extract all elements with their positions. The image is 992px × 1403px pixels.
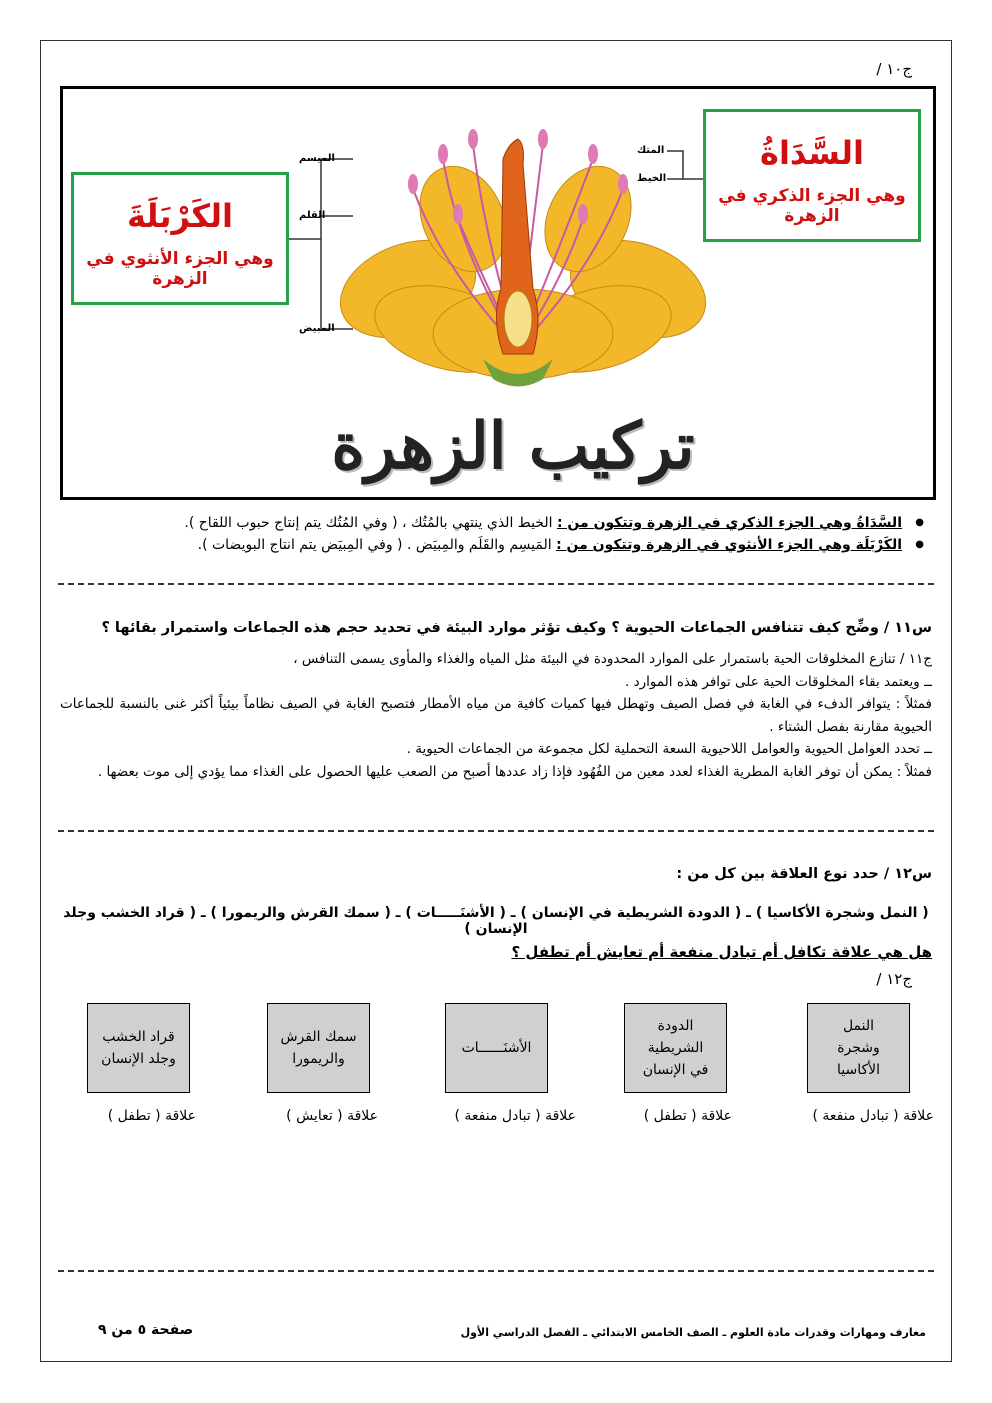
figure-title: تركيب الزهرة — [331, 409, 695, 484]
label-style: القلم — [299, 210, 326, 221]
flower-figure — [60, 86, 936, 500]
answer-12-label: ج١٢ / — [876, 970, 912, 988]
pair-box: قراد الخشب وجلد الإنسان — [87, 1003, 190, 1093]
answer-line: ــ تحدد العوامل الحيوية والعوامل اللاحيوية السعة التحملية لكل مجموعة من الجماعات الحيوية . — [406, 741, 932, 757]
stamen-subtitle: وهي الجزء الذكري في الزهرة — [718, 186, 906, 226]
divider — [58, 583, 934, 585]
relation-label: علاقة ( تطفل ) — [643, 1108, 732, 1124]
answer-line: فمثلاً : يتوافر الدفء في الغابة في فصل الصيف وتهطل فيها كميات كافية من مياه الأمطار فتصبح الغابة في الصيف نظاماً بيئياً أكثر غنى بالنسبة للجماعات الحيوية مقارنة بفصل الشتاء . — [60, 696, 932, 735]
divider — [58, 830, 934, 832]
flower-parts-list — [84, 512, 924, 556]
answer-line: ج١١ / تنازع المخلوقات الحية باستمرار على الموارد المحدودة في البيئة مثل المياه والغذاء والمأوى يسمى التنافس ، — [293, 651, 932, 667]
relation-label: علاقة ( تبادل منفعة ) — [454, 1108, 576, 1124]
question-12-pairs: ( النمل وشجرة الأكاسيا ) ـ ( الدودة الشريطية في الإنسان ) ـ ( الأشنَـــــات ) ـ ( سمك القرش والريمورا ) ـ ( قراد الخشب وجلد الإنسان ) — [63, 905, 929, 937]
answer-line: ــ ويعتمد بقاء المخلوقات الحية على توافر هذه الموارد . — [625, 673, 932, 690]
label-filament: الخيط — [637, 173, 667, 184]
pair-box: سمك القرش والريمورا — [267, 1003, 370, 1093]
pair-box: النمل وشجرة الأكاسيا — [807, 1003, 910, 1093]
answer-line: فمثلاً : يمكن أن توفر الغابة المطرية الغذاء لعدد معين من الفُهُود فإذا زاد عددها أصبح من الصعب عليها الحصول على الغذاء مما يؤدي إلى موت بعضها . — [97, 763, 932, 780]
divider — [58, 1270, 934, 1272]
page-number: صفحة ٥ من ٩ — [98, 1322, 194, 1338]
list-item: ● الكَرْبَلَة وهي الجزء الأنثوي في الزهرة وتتكون من : المَيسِم والقَلَم والمِبيَض . ( وفي المِبيَض يتم انتاج البويضات ). — [84, 534, 924, 556]
pistil-subtitle: وهي الجزء الأنثوي في الزهرة — [86, 249, 274, 289]
stamen-title: السَّدَاةُ — [760, 134, 864, 172]
pair-box: الأشنَــــــات — [445, 1003, 548, 1093]
label-anther: المتك — [637, 145, 665, 156]
pistil-title: الكَرْبَلَةَ — [127, 197, 233, 235]
relation-label: علاقة ( تعايش ) — [286, 1108, 378, 1124]
list-item: ● السَّدَاةُ وهي الجزء الذكري في الزهرة وتتكون من : الخيط الذي ينتهي بالمُتُك ، ( وفي المُتُك يتم إنتاج حبوب اللقاح ). — [84, 512, 924, 534]
question-11: س١١ / وضِّح كيف تتنافس الجماعات الحيوية ؟ وكيف تؤثر موارد البيئة في تحديد حجم هذه الجماعات واستمرار بقائها ؟ — [101, 620, 932, 636]
label-ovary: المبيض — [299, 323, 335, 334]
label-stigma: الميسم — [299, 153, 335, 164]
question-number-10: ج١٠ / — [876, 60, 912, 78]
question-12: س١٢ / حدد نوع العلاقة بين كل من : — [676, 866, 932, 882]
course-footer: معارف ومهارات وقدرات مادة العلوم ـ الصف الخامس الابتدائي ـ الفصل الدراسي الأول — [460, 1326, 926, 1339]
relation-label: علاقة ( تطفل ) — [107, 1108, 196, 1124]
question-12-prompt: هل هي علاقة تكافل أم تبادل منفعة أم تعايش أم تطفل ؟ — [511, 943, 932, 961]
pair-box: الدودة الشريطية في الإنسان — [624, 1003, 727, 1093]
answer-11 — [60, 648, 932, 783]
relation-label: علاقة ( تبادل منفعة ) — [812, 1108, 934, 1124]
